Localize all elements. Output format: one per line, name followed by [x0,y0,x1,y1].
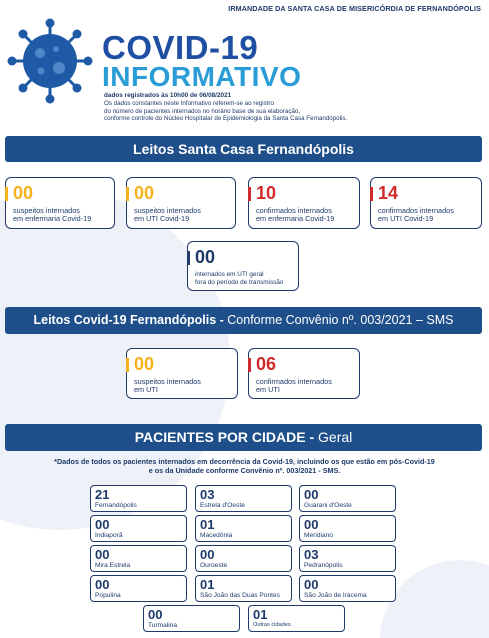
city-name: Ouroeste [200,562,228,569]
city-name: Mira Estrela [95,562,131,569]
city-name: Turmalina [148,622,178,629]
background-virus-shape-small [380,560,489,638]
city-card [195,545,292,572]
city-card [90,575,187,602]
virus-logo-icon [4,18,96,104]
city-count: 00 [95,547,110,562]
city-count: 00 [304,517,319,532]
city-name: Populina [95,592,121,599]
city-count: 03 [200,487,215,502]
city-name: Guarani d'Oeste [304,502,352,509]
city-name: Pedranópolis [304,562,343,569]
section-title-cidades: PACIENTES POR CIDADE - Geral [5,424,482,451]
city-count: 00 [304,577,319,592]
stat-label: confirmados internados em UTI Covid-19 [378,206,454,224]
city-card [299,575,396,602]
stat-card [126,177,236,229]
stat-value: 14 [378,183,399,203]
city-name: Macedônia [200,532,233,539]
city-count: 03 [304,547,319,562]
city-card [90,485,187,512]
city-name: Indiaporã [95,532,123,539]
city-card [90,515,187,542]
stat-label: internados em UTI geral fora do período de transmissão [195,271,284,287]
city-name: Fernandópolis [95,502,137,509]
stat-label: confirmados internados em UTI [256,377,332,395]
status-stripe [248,358,251,372]
title-informativo: INFORMATIVO [102,61,302,92]
status-stripe [248,187,251,201]
title-covid: COVID-19 [102,29,259,66]
stat-card [248,177,360,229]
stat-card [370,177,482,229]
registration-date: dados registrados às 10h00 de 06/08/2021 [104,92,232,99]
city-count: 00 [148,607,163,622]
city-name: São João das Duas Pontes [200,592,280,599]
city-card [299,485,396,512]
status-stripe [187,251,190,265]
stat-label: suspeitos internados em UTI [134,377,201,395]
city-card [299,515,396,542]
city-card [299,545,396,572]
city-card [195,515,292,542]
stat-value: 10 [256,183,277,203]
status-stripe [370,187,373,201]
stat-card [248,348,360,399]
city-count: 00 [95,517,110,532]
city-name: Estrela d'Oeste [200,502,245,509]
section-title-convenio: Leitos Covid-19 Fernandópolis - Conforme Convênio nº. 003/2021 – SMS [5,307,482,334]
city-count: 00 [304,487,319,502]
status-stripe [126,187,129,201]
city-card [195,485,292,512]
intro-text: Os dados constantes neste Informativo referem-se ao registro do número de pacientes internados no horário base de sua elaboração, conforme controle do Núcleo Hospitalar de Epidemiologia da Santa Casa Fernandópolis. [104,100,348,123]
stat-card [5,177,115,229]
stat-value: 00 [134,354,155,374]
city-card [143,605,240,632]
city-count: 00 [200,547,215,562]
section-title-santa-casa: Leitos Santa Casa Fernandópolis [5,136,482,162]
stat-value: 00 [195,247,216,267]
stat-value: 00 [13,183,34,203]
city-name: Meridiano [304,532,333,539]
city-name: São João de Iracema [304,592,367,599]
stat-label: confirmados internados em enfermaria Covid-19 [256,206,335,224]
city-count: 01 [200,517,215,532]
status-stripe [5,187,8,201]
stat-value: 06 [256,354,277,374]
city-count: 21 [95,487,110,502]
organization-name: IRMANDADE DA SANTA CASA DE MISERICÓRDIA DE FERNANDÓPOLIS [228,4,481,13]
stat-card [187,241,299,291]
stat-label: suspeitos internados em UTI Covid-19 [134,206,201,224]
city-card [90,545,187,572]
city-count: 01 [253,607,268,622]
stat-value: 00 [134,183,155,203]
city-name: Outras cidades [253,622,291,628]
city-card [195,575,292,602]
stat-label: suspeitos internados em enfermaria Covid-19 [13,206,92,224]
city-card [248,605,345,632]
stat-card [126,348,238,399]
status-stripe [126,358,129,372]
city-count: 01 [200,577,215,592]
city-count: 00 [95,577,110,592]
footnote: *Dados de todos os pacientes internados em decorrência da Covid-19, incluindo os que estão em pós-Covid-19 e os da Unidade conforme Convênio nº. 003/2021 - SMS. [54,457,435,475]
